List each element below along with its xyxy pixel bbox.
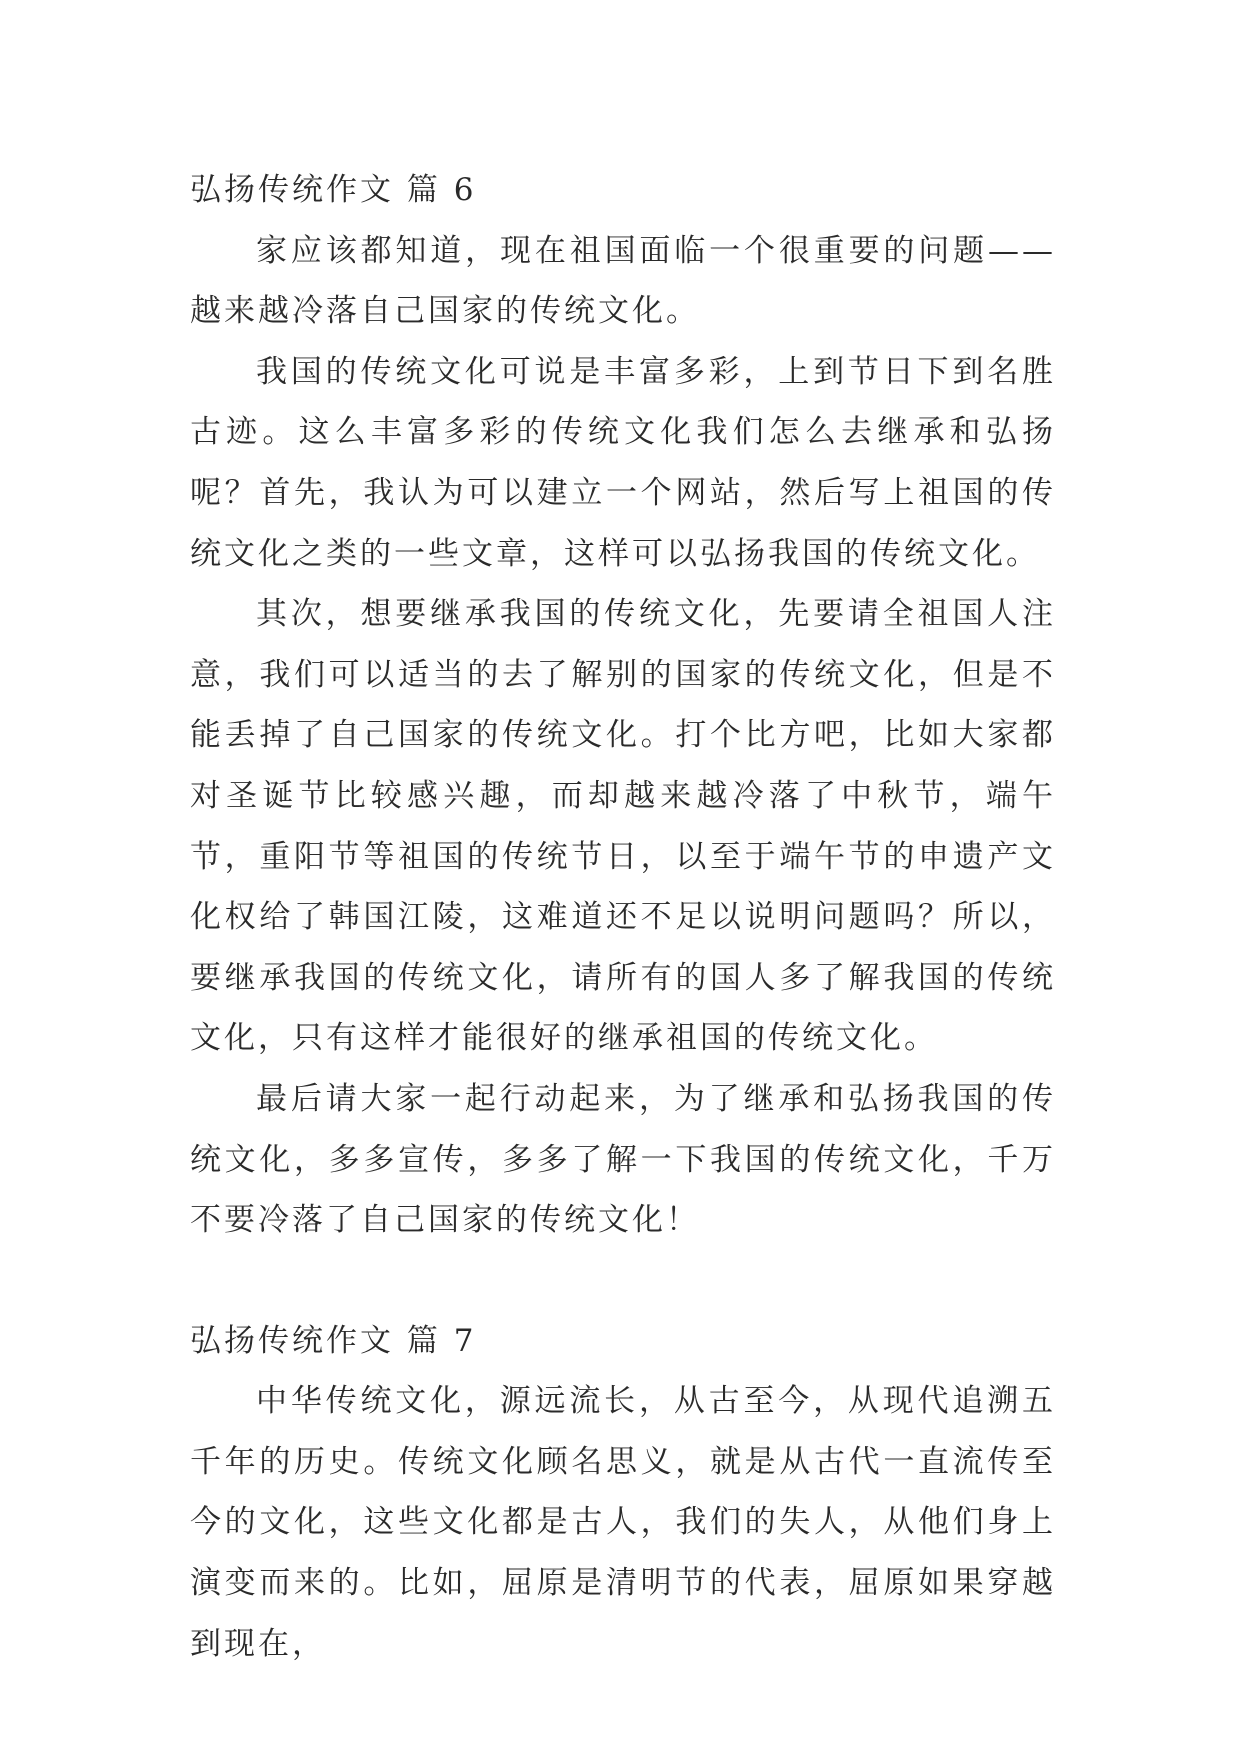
paragraph: 我国的传统文化可说是丰富多彩，上到节日下到名胜古迹。这么丰富多彩的传统文化我们怎么去继承和弘扬呢？首先，我认为可以建立一个网站，然后写上祖国的传统文化之类的一些文章，这样可以弘扬我国的传统文化。 [190, 353, 1056, 572]
section-title: 弘扬传统作文 篇 6 [190, 172, 477, 208]
paragraph: 最后请大家一起行动起来，为了继承和弘扬我国的传统文化，多多宣传，多多了解一下我国的传统文化，千万不要冷落了自己国家的传统文化！ [190, 1080, 1056, 1239]
paragraph: 其次，想要继承我国的传统文化，先要请全祖国人注意，我们可以适当的去了解别的国家的传统文化，但是不能丢掉了自己国家的传统文化。打个比方吧，比如大家都对圣诞节比较感兴趣，而却越来越冷落了中秋节，端午节，重阳节等祖国的传统节日，以至于端午节的申遗产文化权给了韩国江陵，这难道还不足以说明问题吗？所以，要继承我国的传统文化，请所有的国人多了解我国的传统文化，只有这样才能很好的继承祖国的传统文化。 [190, 596, 1056, 1057]
essay-section-7 [190, 1311, 1056, 1675]
paragraph: 中华传统文化，源远流长，从古至今，从现代追溯五千年的历史。传统文化顾名思义，就是从古代一直流传至今的文化，这些文化都是古人，我们的失人，从他们身上演变而来的。比如，屈原是清明节的代表，屈原如果穿越到现在， [190, 1383, 1056, 1662]
document-body [190, 160, 1056, 1674]
essay-section-6 [190, 160, 1056, 1251]
section-spacer [190, 1251, 1056, 1311]
paragraph: 家应该都知道，现在祖国面临一个很重要的问题——越来越冷落自己国家的传统文化。 [190, 232, 1056, 330]
section-title: 弘扬传统作文 篇 7 [190, 1322, 477, 1359]
